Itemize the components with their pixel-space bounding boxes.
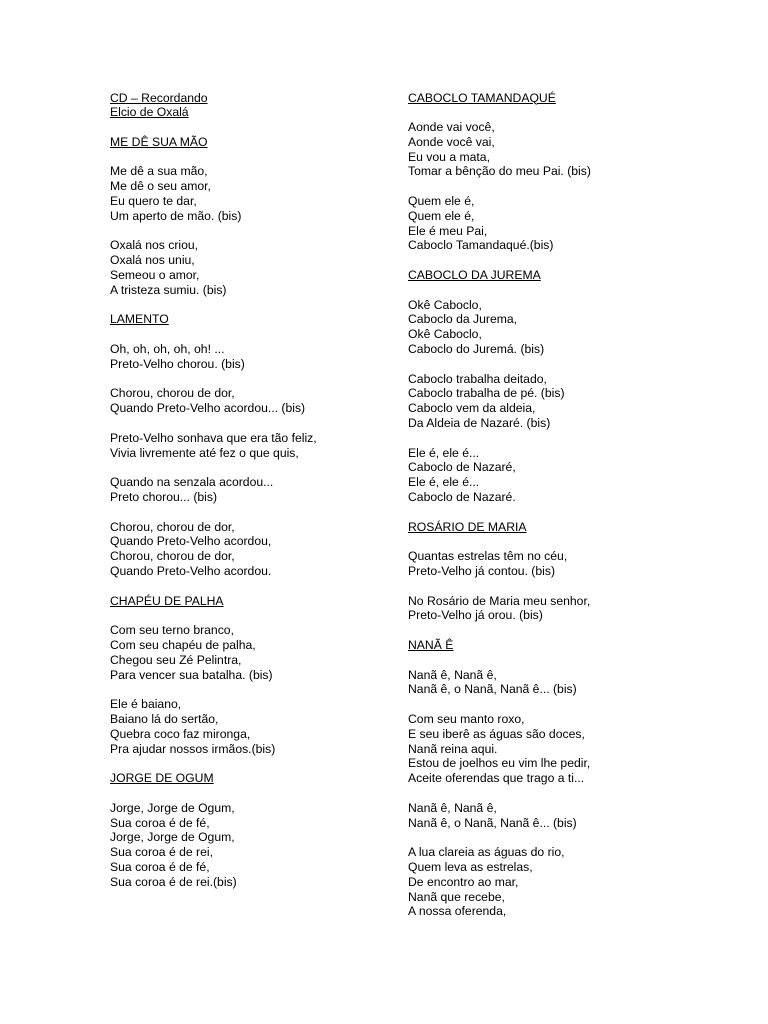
artist-name: Elcio de Oxalá bbox=[110, 105, 189, 120]
cd-title: CD – Recordando bbox=[110, 90, 208, 105]
lyric-line: Quebra coco faz mironga, bbox=[110, 726, 251, 741]
stanza-gap bbox=[110, 786, 390, 801]
song-title: NANÃ Ê bbox=[408, 637, 454, 652]
lyric-line: Com seu manto roxo, bbox=[408, 711, 525, 726]
lyric-line: Ele é baiano, bbox=[110, 697, 182, 712]
song-title: LAMENTO bbox=[110, 312, 169, 327]
lyric-line: Semeou o amor, bbox=[110, 268, 200, 283]
lyric-line: Nanã que recebe, bbox=[408, 889, 505, 904]
lyric-line: Caboclo de Nazaré. bbox=[408, 490, 516, 505]
lyric-line: Okê Caboclo, bbox=[408, 327, 482, 342]
lyric-line: Caboclo trabalha de pé. (bis) bbox=[408, 386, 565, 401]
stanza-gap bbox=[408, 357, 738, 372]
song-title: JORGE DE OGUM bbox=[110, 771, 214, 786]
lyric-line: Para vencer sua batalha. (bis) bbox=[110, 667, 273, 682]
stanza-gap bbox=[110, 298, 390, 313]
stanza-gap bbox=[110, 608, 390, 623]
lyric-line: Nanã ê, Nanã ê, bbox=[408, 667, 497, 682]
song-title: ROSÁRIO DE MARIA bbox=[408, 519, 527, 534]
lyric-line: Quando Preto-Velho acordou. bbox=[110, 564, 272, 578]
lyric-line: Pra ajudar nossos irmãos.(bis) bbox=[110, 741, 276, 756]
lyric-line: Aonde você vai, bbox=[408, 134, 495, 149]
song-title: ME DÊ SUA MÃO bbox=[110, 134, 208, 149]
lyric-line: Me dê o seu amor, bbox=[110, 179, 211, 194]
lyric-line: Caboclo vem da aldeia, bbox=[408, 401, 536, 416]
lyric-line: Aonde vai você, bbox=[408, 120, 495, 135]
lyric-line: Nanã ê, o Nanã, Nanã ê... (bis) bbox=[408, 815, 577, 830]
lyric-line: Quem leva as estrelas, bbox=[408, 859, 533, 874]
lyric-line: Um aperto de mão. (bis) bbox=[110, 208, 242, 223]
lyric-line: Vivia livremente até fez o que quis, bbox=[110, 445, 299, 460]
lyric-line: Aceite oferendas que trago a ti... bbox=[408, 771, 585, 786]
lyric-line: Quando na senzala acordou... bbox=[110, 475, 274, 490]
lyric-line: Tomar a bênção do meu Pai. (bis) bbox=[408, 164, 591, 179]
lyric-line: Nanã ê, Nanã ê, bbox=[408, 800, 497, 815]
lyric-line: Ele é, ele é... bbox=[408, 445, 480, 460]
lyric-line: A nossa oferenda, bbox=[408, 904, 507, 919]
lyric-line: De encontro ao mar, bbox=[408, 874, 519, 889]
lyric-line: Com seu chapéu de palha, bbox=[110, 637, 256, 652]
song-title: CHAPÉU DE PALHA bbox=[110, 593, 224, 608]
lyric-line: Quando Preto-Velho acordou... (bis) bbox=[110, 401, 306, 416]
lyric-line: Nanã reina aqui. bbox=[408, 741, 498, 756]
stanza-gap bbox=[408, 253, 738, 268]
stanza-gap bbox=[110, 224, 390, 239]
stanza-gap bbox=[408, 179, 738, 194]
lyric-line: Chorou, chorou de dor, bbox=[110, 549, 235, 564]
stanza-gap bbox=[110, 505, 390, 520]
lyric-line: Chorou, chorou de dor, bbox=[110, 519, 235, 534]
lyric-line: E seu iberê as águas são doces, bbox=[408, 726, 585, 741]
lyric-line: Sua coroa é de rei.(bis) bbox=[110, 874, 237, 889]
stanza-gap bbox=[408, 283, 738, 298]
lyric-line: Oh, oh, oh, oh, oh! ... bbox=[110, 342, 225, 357]
lyric-line: Preto-Velho chorou. (bis) bbox=[110, 356, 245, 371]
stanza-gap bbox=[110, 150, 390, 165]
lyric-line: Sua coroa é de rei, bbox=[110, 845, 213, 860]
stanza-gap bbox=[408, 830, 738, 845]
stanza-gap bbox=[110, 372, 390, 387]
stanza-gap bbox=[110, 327, 390, 342]
stanza-gap bbox=[408, 105, 738, 120]
lyric-line: A tristeza sumiu. (bis) bbox=[110, 282, 227, 297]
stanza-gap bbox=[110, 682, 390, 697]
lyric-line: Com seu terno branco, bbox=[110, 623, 234, 638]
lyric-line: Baiano lá do sertão, bbox=[110, 711, 219, 726]
lyric-line: Caboclo da Jurema, bbox=[408, 312, 518, 327]
lyric-line: Chegou seu Zé Pelintra, bbox=[110, 652, 242, 667]
left-column bbox=[110, 91, 390, 890]
lyric-line: Preto chorou... (bis) bbox=[110, 490, 218, 505]
lyric-line: Ele é, ele é... bbox=[408, 475, 480, 490]
song-title: CABOCLO TAMANDAQUÉ bbox=[408, 90, 556, 105]
lyric-line: Caboclo trabalha deitado, bbox=[408, 371, 547, 386]
stanza-gap bbox=[110, 416, 390, 431]
stanza-gap bbox=[408, 623, 738, 638]
lyric-line: Caboclo de Nazaré, bbox=[408, 460, 516, 475]
lyric-line: Nanã ê, o Nanã, Nanã ê... (bis) bbox=[408, 682, 577, 697]
lyric-line: Da Aldeia de Nazaré. (bis) bbox=[408, 416, 551, 431]
song-title: CABOCLO DA JUREMA bbox=[408, 268, 541, 283]
stanza-gap bbox=[408, 697, 738, 712]
stanza-gap bbox=[110, 460, 390, 475]
lyric-line: Caboclo do Juremá. (bis) bbox=[408, 342, 545, 357]
lyric-line: A lua clareia as águas do rio, bbox=[408, 845, 565, 860]
lyric-line: Eu vou a mata, bbox=[408, 149, 490, 164]
stanza-gap bbox=[408, 505, 738, 520]
lyric-line: Preto-Velho já contou. (bis) bbox=[408, 564, 556, 578]
lyric-line: Quantas estrelas têm no céu, bbox=[408, 549, 568, 564]
stanza-gap bbox=[408, 534, 738, 549]
stanza-gap bbox=[408, 431, 738, 446]
lyric-line: Eu quero te dar, bbox=[110, 194, 197, 209]
lyric-line: Estou de joelhos eu vim lhe pedir, bbox=[408, 756, 591, 771]
stanza-gap bbox=[408, 579, 738, 594]
lyric-line: Chorou, chorou de dor, bbox=[110, 386, 235, 401]
lyric-line: Preto-Velho já orou. (bis) bbox=[408, 608, 543, 623]
lyric-line: Quem ele é, bbox=[408, 194, 475, 209]
lyric-line: No Rosário de Maria meu senhor, bbox=[408, 593, 591, 608]
lyric-line: Okê Caboclo, bbox=[408, 297, 482, 312]
lyric-line: Jorge, Jorge de Ogum, bbox=[110, 830, 235, 845]
lyric-line: Ele é meu Pai, bbox=[408, 223, 488, 238]
lyric-line: Quando Preto-Velho acordou, bbox=[110, 534, 272, 549]
stanza-gap bbox=[408, 786, 738, 801]
lyric-line: Sua coroa é de fé, bbox=[110, 859, 210, 874]
lyric-line: Jorge, Jorge de Ogum, bbox=[110, 800, 235, 815]
lyric-line: Preto-Velho sonhava que era tão feliz, bbox=[110, 430, 317, 445]
stanza-gap bbox=[408, 653, 738, 668]
lyric-line: Quem ele é, bbox=[408, 208, 475, 223]
stanza-gap bbox=[110, 120, 390, 135]
stanza-gap bbox=[110, 756, 390, 771]
lyric-line: Oxalá nos uniu, bbox=[110, 253, 195, 268]
right-column bbox=[408, 91, 738, 920]
lyric-line: Oxalá nos criou, bbox=[110, 238, 199, 253]
lyric-line: Caboclo Tamandaqué.(bis) bbox=[408, 238, 554, 253]
lyric-line: Sua coroa é de fé, bbox=[110, 815, 210, 830]
stanza-gap bbox=[110, 579, 390, 594]
lyric-line: Me dê a sua mão, bbox=[110, 164, 208, 179]
